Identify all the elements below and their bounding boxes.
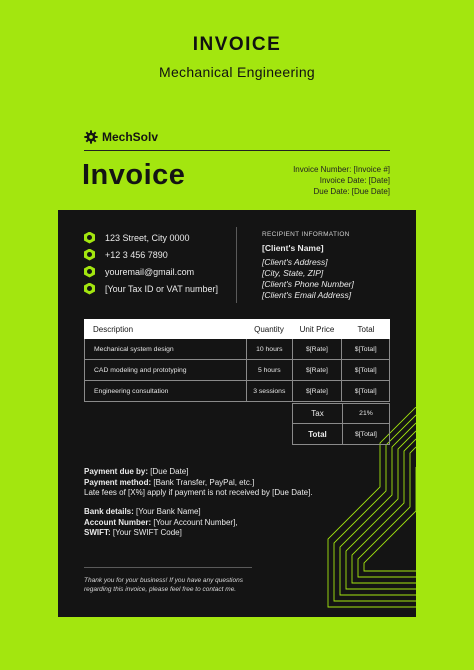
payment-due-value: [Due Date] [148, 467, 189, 476]
swift-value: [Your SWIFT Code] [110, 528, 182, 537]
table-row [84, 339, 390, 360]
due-date: Due Date: [Due Date] [313, 187, 390, 196]
poster-subtitle: Mechanical Engineering [158, 64, 316, 80]
recipient-label: RECIPIENT INFORMATION [262, 231, 350, 238]
contact-tax-id-text: [Your Tax ID or VAT number] [105, 283, 219, 294]
tax-row [292, 403, 390, 424]
line-items-table [84, 319, 390, 402]
row-total: $[Total] [341, 360, 389, 380]
footer-divider [84, 567, 252, 568]
payment-due-label: Payment due by: [84, 467, 149, 476]
invoice-date: Invoice Date: [Date] [319, 176, 390, 185]
header-divider [84, 150, 390, 151]
account-number [84, 518, 238, 529]
header-total: Total [357, 324, 375, 334]
payment-due [84, 467, 313, 478]
contact-tax-id [84, 280, 218, 297]
thank-you-note [84, 576, 243, 594]
row-total: $[Total] [341, 381, 389, 401]
header-description: Description [93, 324, 134, 334]
row-unit-price: $[Rate] [292, 381, 342, 401]
tax-value: 21% [342, 404, 389, 423]
row-unit-price: $[Rate] [292, 360, 342, 380]
tax-label: Tax [311, 409, 324, 418]
payment-method [84, 478, 313, 489]
payment-method-label: Payment method: [84, 477, 152, 487]
contact-email-text: youremail@gmail.com [105, 266, 195, 277]
recipient-email: [Client's Email Address] [262, 290, 352, 300]
row-quantity: 5 hours [246, 360, 292, 380]
bank-info [84, 507, 238, 539]
row-description: Engineering consultation [94, 387, 169, 395]
brand-name: MechSolv [102, 130, 159, 144]
header-quantity: Quantity [254, 324, 284, 334]
recipient-info [262, 229, 354, 301]
row-total: $[Total] [341, 339, 389, 359]
invoice-number: Invoice Number: [Invoice #] [293, 165, 390, 174]
bank-details [84, 507, 238, 518]
recipient-name: [Client's Name] [262, 243, 324, 253]
location-icon [84, 232, 95, 244]
poster-title: INVOICE [192, 34, 282, 55]
contact-address [84, 229, 218, 246]
recipient-phone: [Client's Phone Number] [262, 279, 354, 289]
recipient-city: [City, State, ZIP] [262, 268, 324, 278]
total-value: $[Total] [342, 424, 389, 444]
bank-details-label: Bank details: [84, 507, 134, 516]
table-row [84, 360, 390, 381]
contact-divider [236, 227, 237, 303]
total-row [292, 424, 390, 445]
contact-email [84, 263, 218, 280]
invoice-sheet [58, 107, 416, 617]
phone-icon [84, 249, 95, 261]
thank-you-line-2: regarding this invoice, please feel free to contact me. [84, 586, 237, 593]
row-unit-price: $[Rate] [292, 339, 342, 359]
table-row [84, 381, 390, 402]
thank-you-line-1: Thank you for your business! If you have any questions [84, 577, 243, 584]
row-quantity: 10 hours [246, 339, 292, 359]
recipient-address: [Client's Address] [262, 257, 328, 267]
row-quantity: 3 sessions [246, 381, 292, 401]
contact-phone-text: +12 3 456 7890 [105, 249, 168, 260]
sender-contact [84, 229, 218, 297]
row-description: Mechanical system design [94, 345, 174, 353]
payment-method-value: [Bank Transfer, PayPal, etc.] [151, 477, 255, 487]
total-label: Total [308, 429, 327, 439]
gear-icon [84, 130, 98, 144]
header-unit-price: Unit Price [299, 324, 335, 334]
id-icon [84, 283, 95, 295]
email-icon [84, 266, 95, 278]
account-number-label: Account Number: [84, 517, 152, 527]
row-description: CAD modeling and prototyping [94, 366, 187, 374]
table-header [84, 319, 390, 339]
invoice-meta [293, 164, 390, 197]
contact-phone [84, 246, 218, 263]
swift-code [84, 528, 238, 539]
payment-info [84, 467, 313, 499]
document-title: Invoice [82, 159, 186, 191]
bank-details-value: [Your Bank Name] [133, 507, 201, 516]
contact-address-text: 123 Street, City 0000 [105, 232, 190, 243]
account-number-value: [Your Account Number], [151, 517, 238, 527]
totals-summary [292, 403, 390, 445]
swift-label: SWIFT: [84, 528, 111, 537]
late-fees: Late fees of [X%] apply if payment is not received by [Due Date]. [84, 488, 313, 497]
brand-logo [84, 130, 158, 144]
